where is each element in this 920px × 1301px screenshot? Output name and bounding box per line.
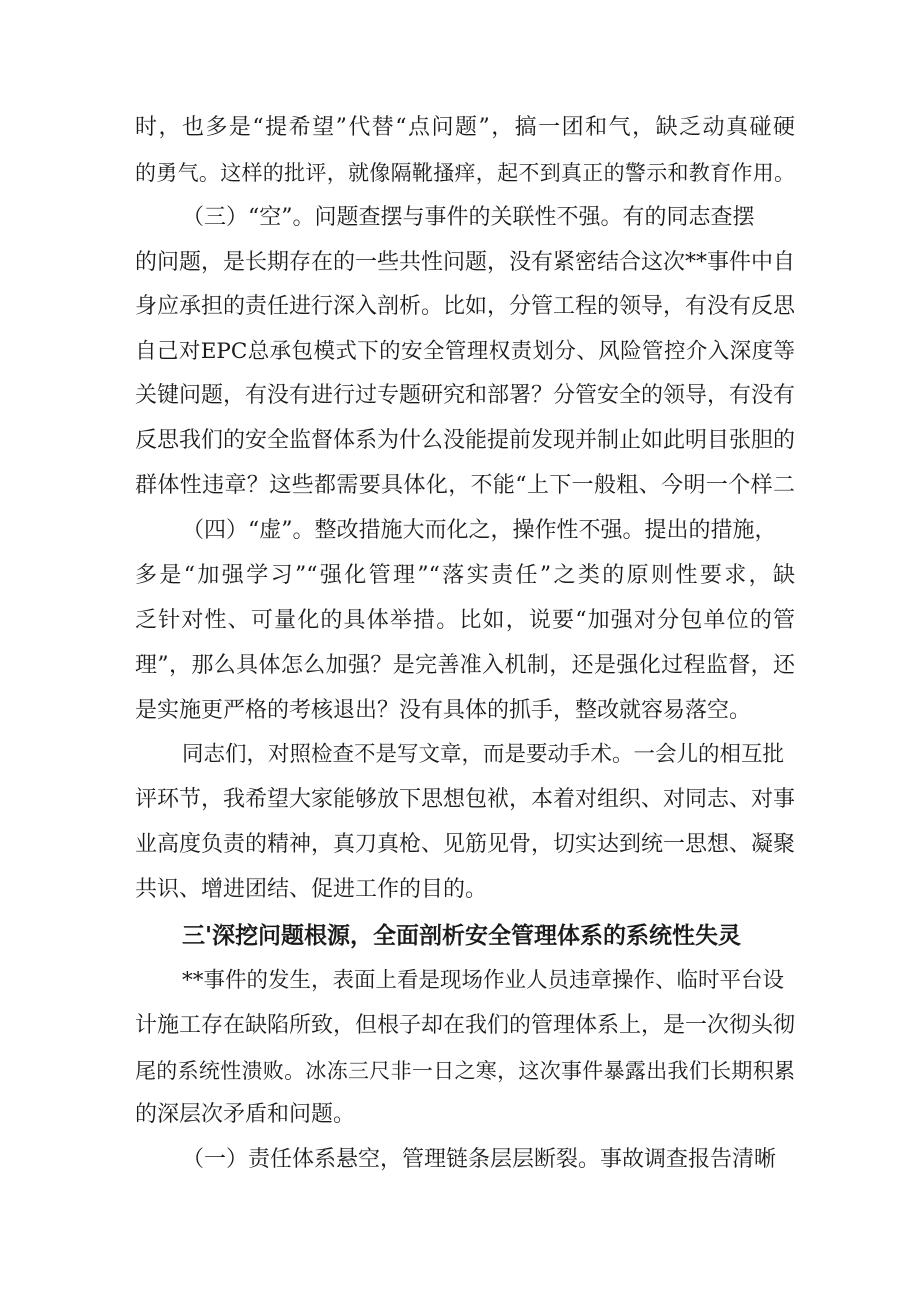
text-line: **事件的发生，表面上看是现场作业人员违章操作、临时平台设 <box>182 968 785 993</box>
text-line: 群体性违章？这些都需要具体化，不能“上下一般粗、今明一个样二 <box>135 473 795 498</box>
text-line: 业高度负责的精神，真刀真枪、见筋见骨，切实达到统一思想、凝聚 <box>135 832 796 857</box>
text-line: 评环节，我希望大家能够放下思想包袱，本着对组织、对同志、对事 <box>135 787 796 812</box>
section-heading: 三'深挖问题根源，全面剖析安全管理体系的系统性失灵 <box>182 923 742 949</box>
text-line: 是实施更严格的考核退出？没有具体的抓手，整改就容易落空。 <box>135 698 752 723</box>
text-line: 理”，那么具体怎么加强？是完善准入机制，还是强化过程监督，还 <box>135 653 795 678</box>
text-line: 同志们，对照检查不是写文章，而是要动手术。一会儿的相互批 <box>182 742 785 767</box>
text-line: 时，也多是“提希望”代替“点问题”，搞一团和气，缺乏动真碰硬 <box>135 115 795 140</box>
text-line: 共识、增进团结、促进工作的目的。 <box>135 877 488 902</box>
text-line: 的问题，是长期存在的一些共性问题，没有紧密结合这次**事件中自 <box>135 250 796 275</box>
text-line: 乏针对性、可量化的具体举措。比如，说要“加强对分包单位的管 <box>135 608 795 633</box>
text-line: 关键问题，有没有进行过专题研究和部署？分管安全的领导，有没有 <box>135 383 796 408</box>
text-line: （一）责任体系悬空，管理链条层层断裂。事故调查报告清晰 <box>182 1147 777 1172</box>
text-line: 的深层次矛盾和问题。 <box>135 1102 356 1127</box>
text-line: 自己对EPC总承包模式下的安全管理权责划分、风险管控介入深度等 <box>135 339 795 364</box>
text-line: 的勇气。这样的批评，就像隔靴搔痒，起不到真正的警示和教育作用。 <box>135 161 795 185</box>
text-line: （四）“虚”。整改措施大而化之，操作性不强。提出的措施， <box>182 518 777 543</box>
text-line: 反思我们的安全监督体系为什么没能提前发现并制止如此明目张胆的 <box>135 428 796 453</box>
text-line: 计施工存在缺陷所致，但根子却在我们的管理体系上，是一次彻头彻 <box>135 1013 796 1038</box>
text-line: 多是“加强学习”“强化管理”“落实责任”之类的原则性要求，缺 <box>135 563 795 588</box>
text-line: 尾的系统性溃败。冰冻三尺非一日之寒，这次事件暴露出我们长期积累 <box>135 1059 795 1083</box>
text-line: （三）“空”。问题查摆与事件的关联性不强。有的同志查摆 <box>182 205 755 230</box>
text-line: 身应承担的责任进行深入剖析。比如，分管工程的领导，有没有反思 <box>135 294 796 319</box>
